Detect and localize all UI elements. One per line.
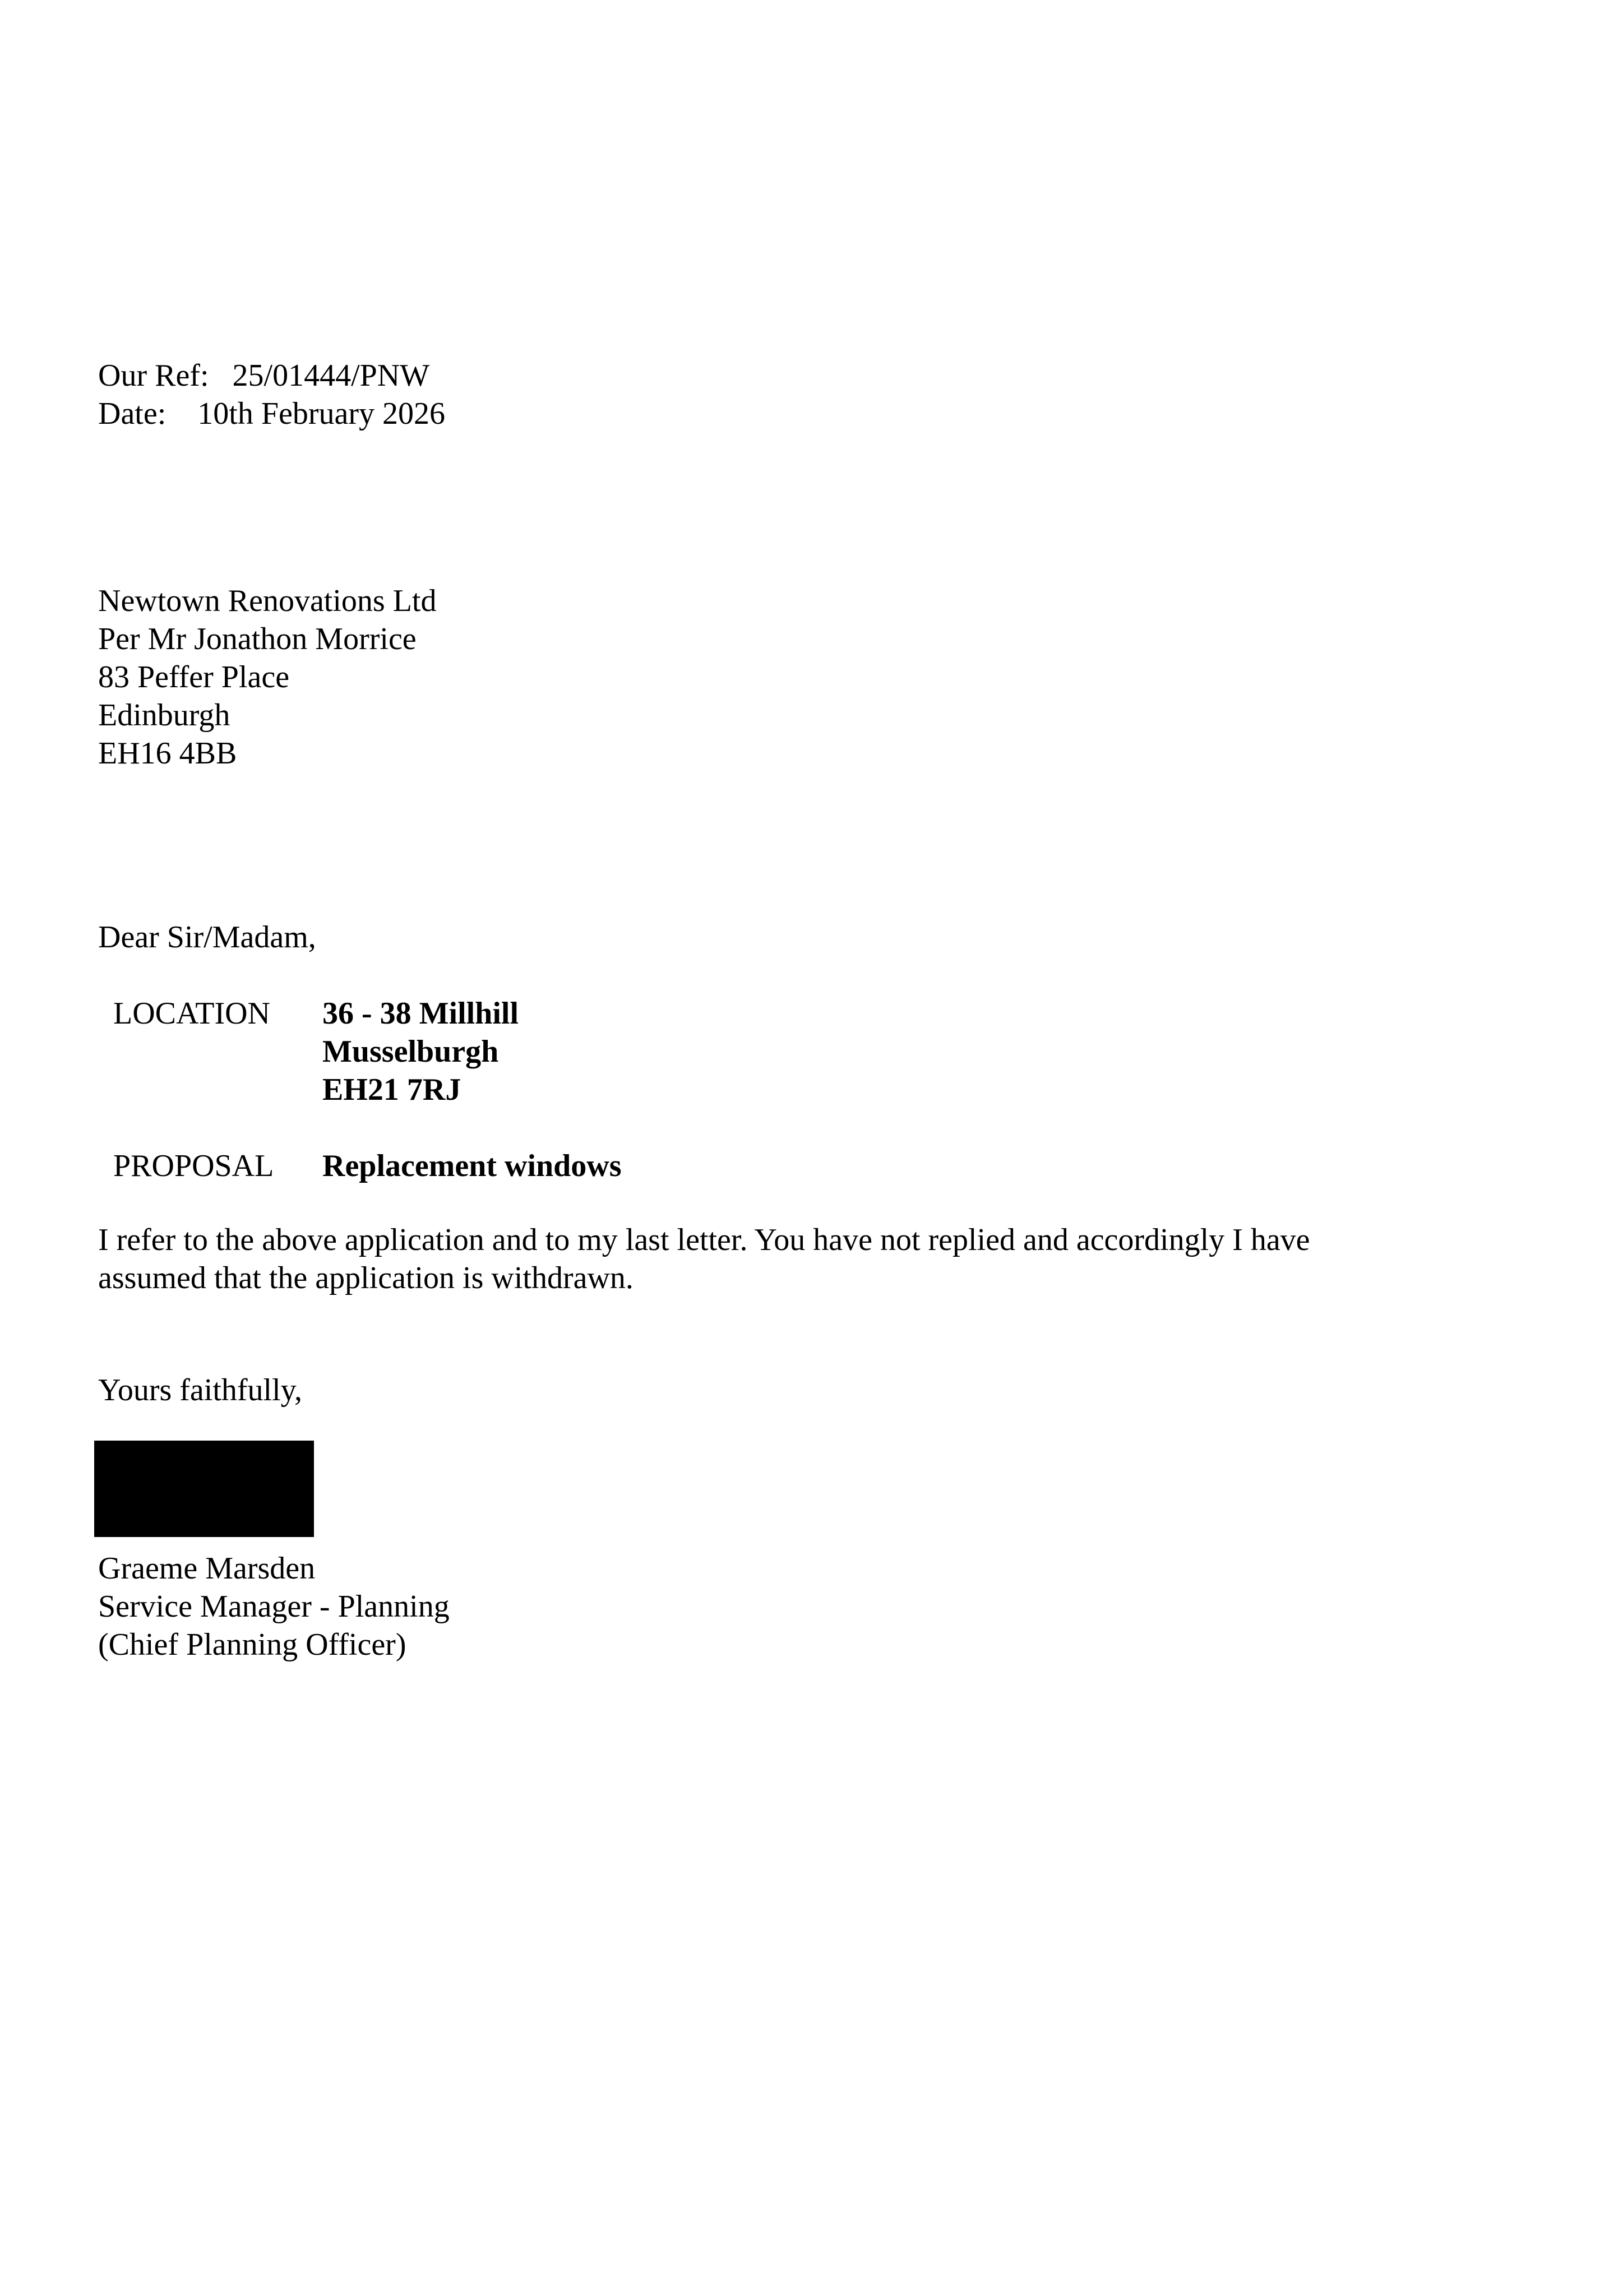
address-line: Newtown Renovations Ltd bbox=[98, 584, 437, 618]
body-line: I refer to the above application and to my last letter. You have not replied and accordingly I have bbox=[98, 1223, 1310, 1257]
application-details bbox=[113, 994, 622, 1185]
address-line: EH16 4BB bbox=[98, 736, 237, 771]
date-line bbox=[98, 395, 445, 433]
signatory-title: Service Manager - Planning bbox=[98, 1589, 450, 1624]
our-ref-value: 25/01444/PNW bbox=[232, 358, 430, 393]
proposal-label: PROPOSAL bbox=[113, 1149, 274, 1183]
redacted-signature bbox=[94, 1441, 314, 1537]
address-line: Per Mr Jonathon Morrice bbox=[98, 622, 417, 656]
date-label: Date: bbox=[98, 396, 167, 431]
address-line: Edinburgh bbox=[98, 698, 230, 733]
location-line: EH21 7RJ bbox=[322, 1072, 461, 1107]
recipient-address bbox=[98, 582, 436, 772]
signatory-name: Graeme Marsden bbox=[98, 1551, 316, 1586]
closing: Yours faithfully, bbox=[98, 1373, 303, 1408]
location-row bbox=[113, 994, 622, 1109]
location-value bbox=[322, 994, 519, 1109]
proposal-value: Replacement windows bbox=[322, 1149, 622, 1183]
body-line: assumed that the application is withdrawn. bbox=[98, 1261, 634, 1295]
proposal-row bbox=[113, 1147, 622, 1185]
address-line: 83 Peffer Place bbox=[98, 660, 290, 695]
signatory-block bbox=[98, 1549, 450, 1664]
location-line: 36 - 38 Millhill bbox=[322, 996, 519, 1031]
location-label: LOCATION bbox=[113, 996, 270, 1031]
salutation: Dear Sir/Madam, bbox=[98, 920, 316, 955]
date-value: 10th February 2026 bbox=[197, 396, 445, 431]
body-paragraph bbox=[98, 1221, 1567, 1297]
location-line: Musselburgh bbox=[322, 1034, 499, 1069]
reference-block bbox=[98, 357, 445, 433]
signatory-role: (Chief Planning Officer) bbox=[98, 1627, 406, 1662]
our-ref-line bbox=[98, 357, 445, 395]
our-ref-label: Our Ref: bbox=[98, 358, 209, 393]
